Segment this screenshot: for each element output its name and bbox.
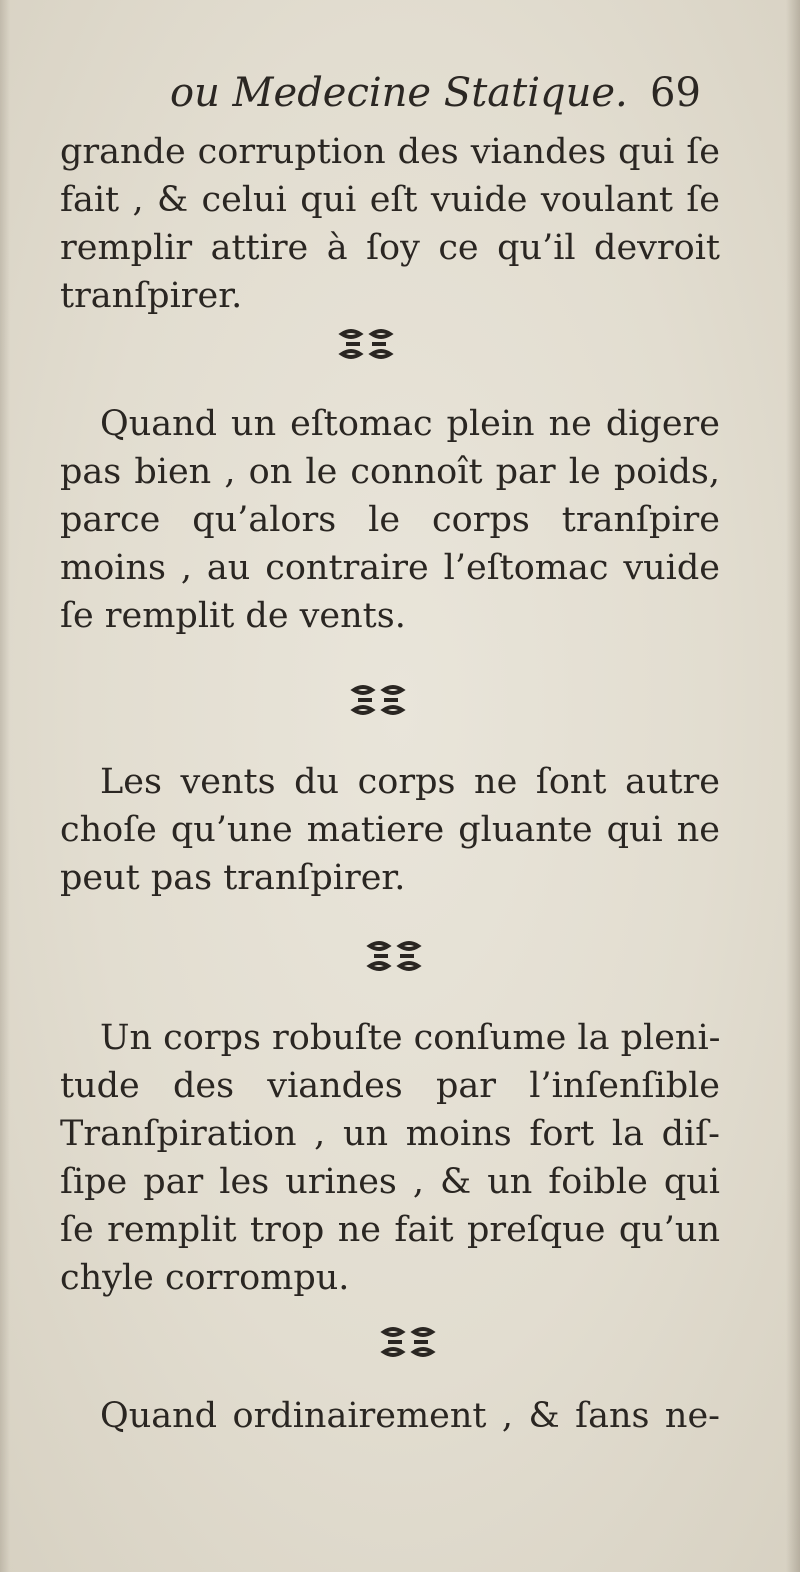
- printer-fleuron-icon: [364, 938, 424, 976]
- text-line: Un corps robuſte conſume la pleni-: [100, 1018, 721, 1058]
- text-line: tude des viandes par l’inſenſible: [60, 1066, 720, 1106]
- text-line: chyle corrompu.: [60, 1258, 350, 1298]
- text-line: Quand ordinairement , & ſans ne-: [100, 1396, 720, 1436]
- text-line: fait , & celui qui eſt vuide voulant ſe: [60, 180, 720, 220]
- printer-fleuron-icon: [348, 682, 408, 720]
- text-line: pas bien , on le connoît par le poids,: [60, 452, 720, 492]
- text-line: ſipe par les urines , & un foible qui: [60, 1162, 720, 1202]
- text-line: peut pas tranſpirer.: [60, 858, 406, 898]
- running-title: ou Medecine Statique.: [170, 70, 628, 116]
- text-line: moins , au contraire l’eſtomac vuide: [60, 548, 720, 588]
- paragraph-5: [60, 1392, 720, 1440]
- text-line: grande corruption des viandes qui ſe: [60, 132, 720, 172]
- text-line: choſe qu’une matiere gluante qui ne: [60, 810, 720, 850]
- text-line: parce qu’alors le corps tranſpire: [60, 500, 720, 540]
- page-number: 69: [650, 70, 701, 116]
- page-left-edge: [0, 0, 10, 1572]
- text-line: ſe remplit de vents.: [60, 596, 406, 636]
- text-line: ſe remplit trop ne fait preſque qu’un: [60, 1210, 720, 1250]
- text-line: remplir attire à ſoy ce qu’il devroit: [60, 228, 720, 268]
- paragraph-4: [60, 1014, 720, 1302]
- printer-fleuron-icon: [336, 326, 396, 364]
- text-line: Quand un eſtomac plein ne digere: [100, 404, 720, 444]
- text-line: tranſpirer.: [60, 276, 243, 316]
- text-line: Tranſpiration , un moins fort la diſ-: [60, 1114, 720, 1154]
- paragraph-1: [60, 128, 720, 320]
- running-head: [170, 70, 750, 120]
- printer-fleuron-icon: [378, 1324, 438, 1362]
- paragraph-2: [60, 400, 720, 640]
- text-line: Les vents du corps ne ſont autre: [100, 762, 720, 802]
- page-right-edge: [786, 0, 800, 1572]
- paragraph-3: [60, 758, 720, 902]
